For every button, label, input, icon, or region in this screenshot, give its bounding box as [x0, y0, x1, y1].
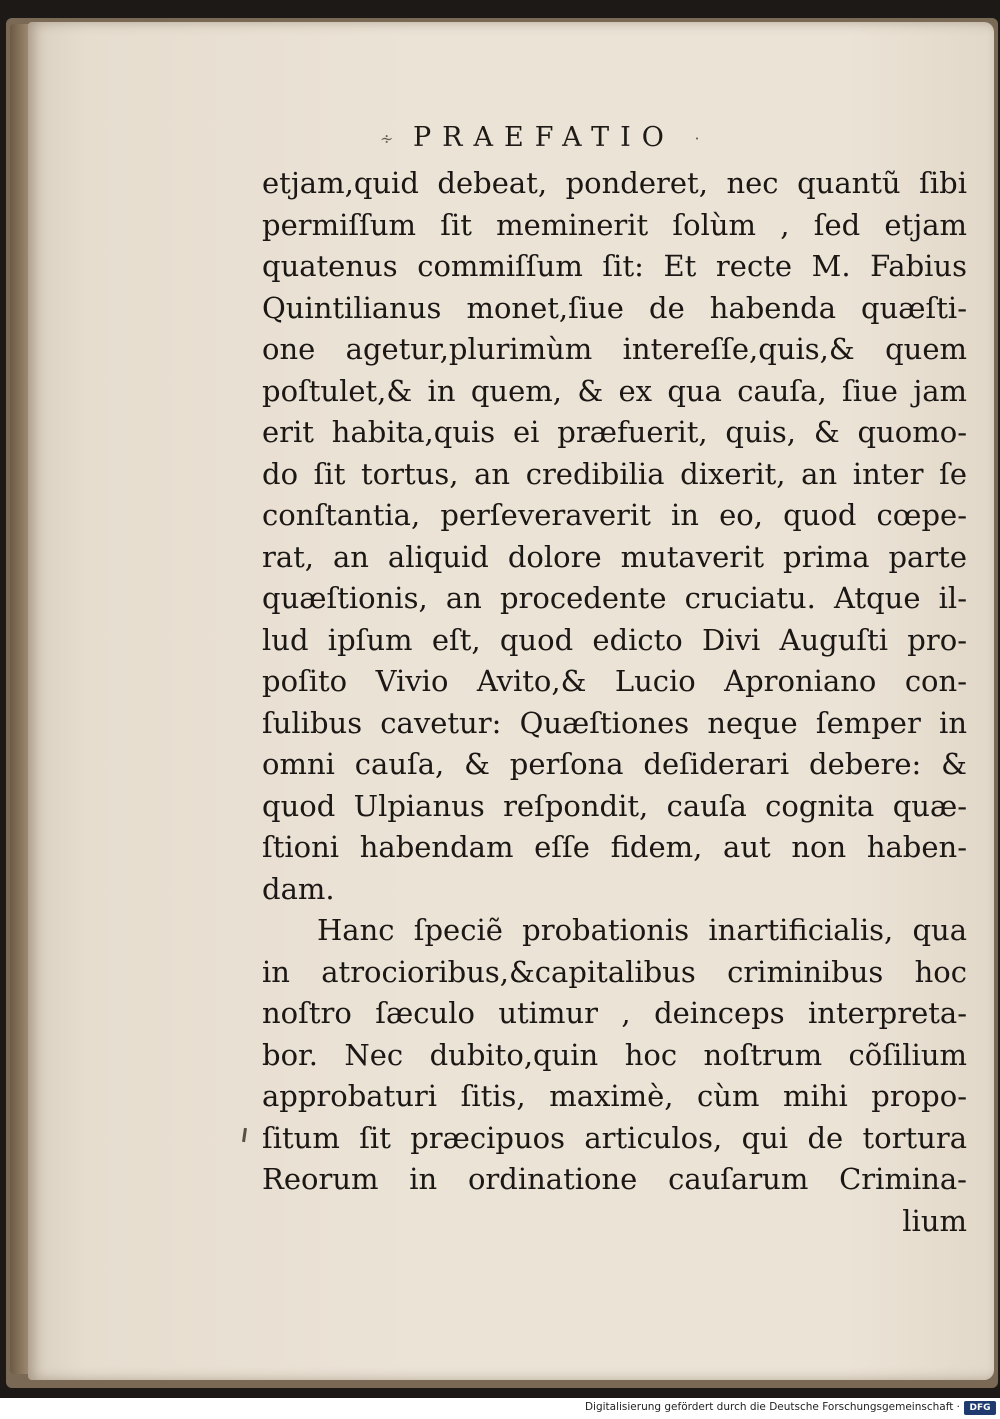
- text-line: Quintilianus monet,ſiue de habenda quæſti-: [262, 290, 967, 325]
- catchword: lium: [902, 1203, 967, 1238]
- footer-bar: [0, 1398, 1000, 1419]
- text-line: noſtro ſæculo utimur , deinceps interpreta-: [262, 996, 967, 1030]
- text-line: poſtulet,& in quem, & ex qua cauſa, ſiue jam: [262, 373, 967, 408]
- ornament-right: ·: [694, 129, 700, 148]
- text-line: permiſſum ſit meminerit ſolùm , ſed etjam: [262, 207, 967, 242]
- text-line: Hanc ſpeciẽ probationis inartificialis, qua: [317, 913, 967, 947]
- text-line: approbaturi ſitis, maximè, cùm mihi propo-: [262, 1079, 967, 1113]
- dfg-logo-icon: DFG: [964, 1401, 996, 1415]
- text-line: quæſtionis, an procedente cruciatu. Atque il-: [262, 581, 967, 615]
- running-head: [380, 122, 840, 158]
- ornament-left: ∻: [380, 129, 394, 148]
- text-line: Reorum in ordinatione cauſarum Crimina-: [262, 1162, 967, 1196]
- text-line: in atrocioribus,&capitalibus criminibus hoc: [262, 954, 967, 989]
- text-line: ſitum ſit præcipuos articulos, qui de tortura: [262, 1120, 967, 1155]
- running-head-title: PRAEFATIO: [413, 122, 675, 153]
- text-line: lud ipſum eſt, quod edicto Divi Auguſti pro-: [262, 622, 967, 657]
- footer-credit: Digitalisierung gefördert durch die Deutsche Forschungsgemeinschaft ·: [584, 1401, 960, 1413]
- text-line: etjam,quid debeat, ponderet, nec quantũ ſibi: [262, 166, 967, 200]
- text-line: do ſit tortus, an credibilia dixerit, an inter ſe: [262, 456, 967, 491]
- text-line: dam.: [262, 871, 335, 906]
- text-line: one agetur,plurimùm intereſſe,quis,& quem: [262, 332, 967, 366]
- text-line: quod Ulpianus reſpondit, cauſa cognita quæ-: [262, 788, 967, 823]
- text-line: quatenus commiſſum ſit: Et recte M. Fabius: [262, 249, 967, 283]
- text-line: ſtioni habendam eſſe fidem, aut non haben-: [262, 830, 967, 864]
- text-line: erit habita,quis ei præfuerit, quis, & quomo-: [262, 415, 967, 449]
- text-line: bor. Nec dubito,quin hoc noſtrum cõſilium: [262, 1037, 967, 1072]
- text-line: conſtantia, perſeveraverit in eo, quod cœpe-: [262, 498, 967, 532]
- text-line: omni cauſa, & perſona deſiderari debere: &: [262, 747, 967, 781]
- body-text: [262, 163, 967, 1242]
- text-line: rat, an aliquid dolore mutaverit prima parte: [262, 539, 967, 574]
- text-line: poſito Vivio Avito,& Lucio Aproniano con-: [262, 664, 967, 698]
- text-line: ſulibus cavetur: Quæſtiones neque ſemper in: [262, 705, 967, 740]
